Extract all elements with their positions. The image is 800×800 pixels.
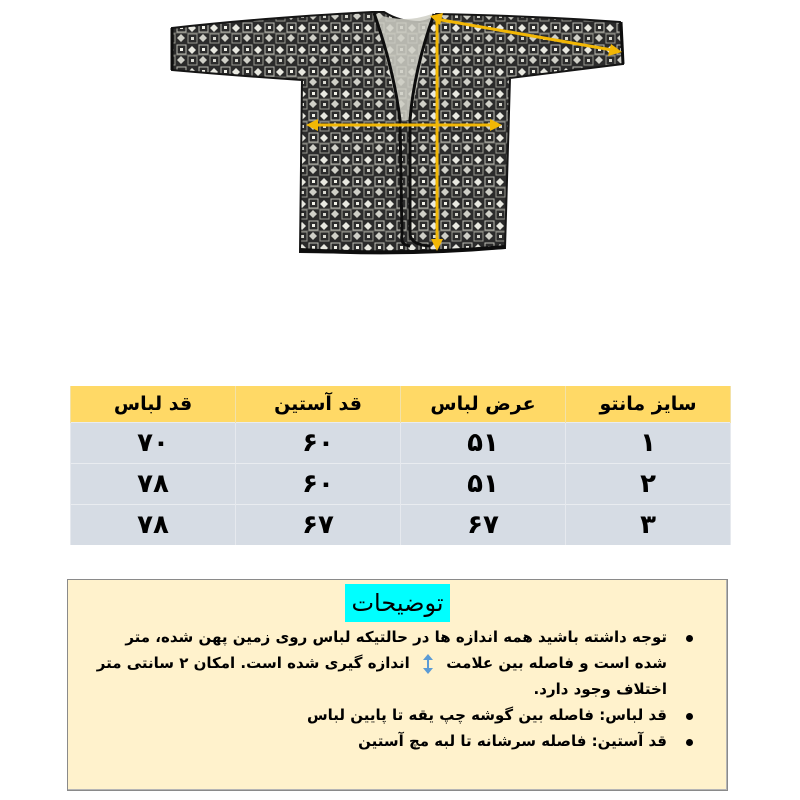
- note-item: [88, 702, 697, 728]
- jacket-cuff-right: [621, 22, 623, 64]
- note-text-before-icon: توجه داشته باشید همه اندازه ها در حالتیکه لباس روی زمین پهن شده، متر شده است و فاصله بین علامت: [125, 628, 667, 672]
- cell-sleeve-length: ۶۰: [236, 423, 401, 464]
- header-size: سایز مانتو: [566, 386, 731, 423]
- cell-sleeve-length: ۶۰: [236, 464, 401, 505]
- cell-size: ۲: [566, 464, 731, 505]
- cell-garment-length: ۷۰: [71, 423, 236, 464]
- note-text: قد آستین: فاصله سرشانه تا لبه مچ آستین: [358, 732, 667, 750]
- note-text: قد لباس: فاصله بین گوشه چپ یقه تا پایین لباس: [306, 706, 667, 724]
- cell-sleeve-length: ۶۷: [236, 505, 401, 546]
- jacket-measurement-illustration: [0, 0, 800, 270]
- size-table-header-row: [71, 386, 731, 423]
- size-table: [70, 386, 731, 545]
- cell-size: ۱: [566, 423, 731, 464]
- cell-width: ۶۷: [401, 505, 566, 546]
- note-text-after-icon: اندازه گیری شده است. امکان ۲ سانتی متر اختلاف وجود دارد.: [96, 654, 667, 698]
- cell-width: ۵۱: [401, 464, 566, 505]
- cell-garment-length: ۷۸: [71, 505, 236, 546]
- note-item: [88, 624, 697, 702]
- table-row: [71, 423, 731, 464]
- double-arrow-vertical-icon: [421, 654, 435, 674]
- cell-size: ۳: [566, 505, 731, 546]
- note-item: [88, 728, 697, 754]
- cell-garment-length: ۷۸: [71, 464, 236, 505]
- notes-list: [68, 624, 727, 754]
- table-row: [71, 505, 731, 546]
- notes-title: توضیحات: [345, 584, 449, 622]
- notes-title-wrapper: [68, 584, 727, 622]
- header-garment-length: قد لباس: [71, 386, 236, 423]
- table-row: [71, 464, 731, 505]
- notes-box: [67, 579, 728, 791]
- cell-width: ۵۱: [401, 423, 566, 464]
- header-width: عرض لباس: [401, 386, 566, 423]
- header-sleeve-length: قد آستین: [236, 386, 401, 423]
